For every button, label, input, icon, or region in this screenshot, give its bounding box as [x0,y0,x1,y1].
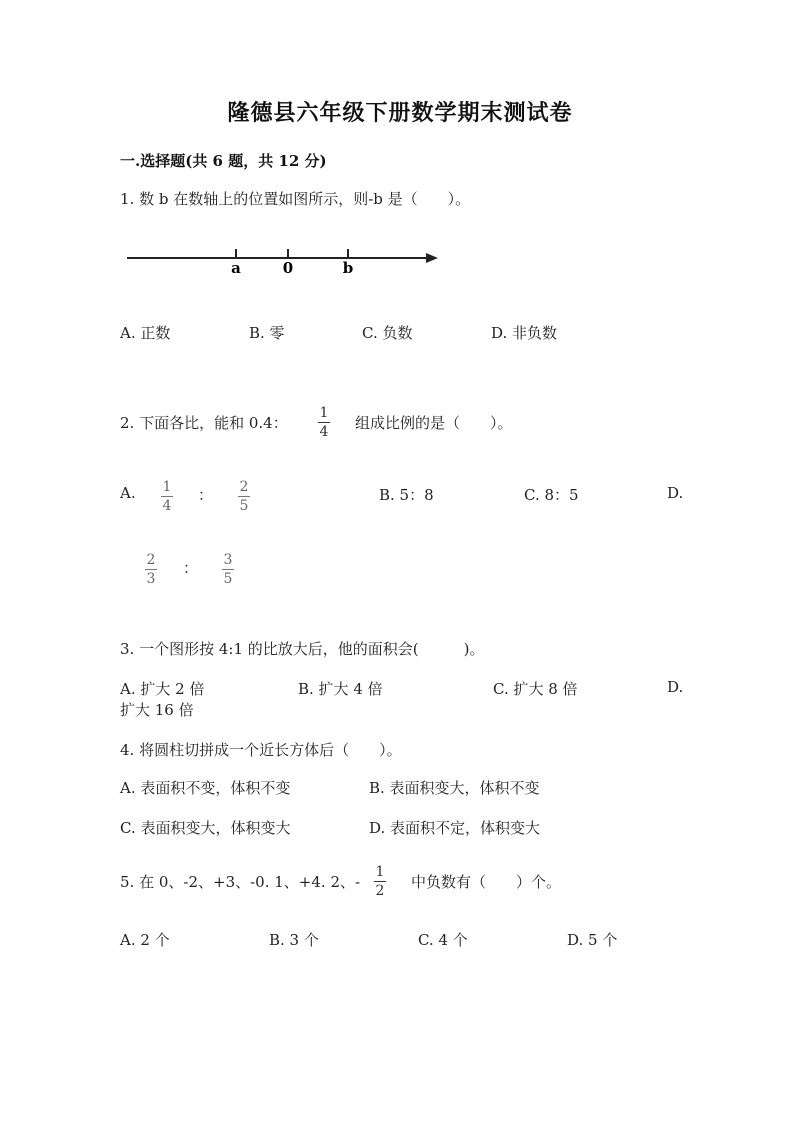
fraction-bar [222,569,234,570]
q2-option-a-fraction-1 [161,479,173,514]
fraction-numerator: 2 [239,479,249,495]
fraction-denominator: 5 [223,571,233,587]
tick-label-zero: 0 [282,259,294,277]
fraction-bar [318,422,330,423]
q4-option-d[interactable]: D. 表面积不定，体积变大 [369,819,541,837]
question-1-stem: 1. 数 b 在数轴上的位置如图所示，则-b 是（ ）。 [120,190,471,208]
q5-option-a[interactable]: A. 2 个 [120,931,170,949]
q2-option-d-fraction-1 [145,552,157,587]
q1-option-b[interactable]: B. 零 [249,324,285,342]
fraction-denominator: 5 [239,498,249,514]
q3-option-b[interactable]: B. 扩大 4 倍 [298,680,383,698]
q2-stem-fraction [318,405,330,440]
question-3-stem: 3. 一个图形按 4:1 的比放大后，他的面积会( )。 [120,640,485,658]
number-line-figure [0,240,800,280]
q5-stem-fraction [374,864,386,899]
q4-option-a[interactable]: A. 表面积不变，体积不变 [120,779,291,797]
question-5-stem-before: 5. 在 0、-2、+3、-0. 1、+4. 2、- [120,873,361,891]
q3-option-d-continued[interactable]: 扩大 16 倍 [120,701,194,719]
fraction-numerator: 3 [223,552,233,568]
q3-option-d[interactable]: D. [667,678,684,696]
fraction-numerator: 1 [375,864,385,880]
q4-option-c[interactable]: C. 表面积变大，体积变大 [120,819,291,837]
tick-label-b: b [342,259,354,277]
q2-option-b[interactable]: B. 5：8 [379,486,434,504]
q2-option-a-separator: ： [198,486,214,504]
fraction-bar [374,881,386,882]
question-2-stem-before: 2. 下面各比，能和 0.4： [120,414,288,432]
q5-option-d[interactable]: D. 5 个 [567,931,618,949]
fraction-denominator: 2 [375,883,385,899]
q3-option-a[interactable]: A. 扩大 2 倍 [120,680,205,698]
question-5-stem-after: 中负数有（ ）个。 [411,873,562,891]
q2-option-a-fraction-2 [238,479,250,514]
q2-option-c[interactable]: C. 8：5 [524,486,579,504]
question-2-stem-after: 组成比例的是（ ）。 [355,414,513,432]
fraction-bar [161,496,173,497]
q2-option-a-label[interactable]: A. [120,484,136,502]
number-line-arrow-icon [426,253,438,263]
fraction-bar [145,569,157,570]
q1-option-c[interactable]: C. 负数 [362,324,413,342]
fraction-denominator: 3 [146,571,156,587]
page-title: 隆德县六年级下册数学期末测试卷 [227,101,573,126]
fraction-denominator: 4 [162,498,172,514]
q1-option-d[interactable]: D. 非负数 [491,324,558,342]
section-heading: 一.选择题(共 6 题，共 12 分) [120,152,327,170]
q1-option-a[interactable]: A. 正数 [120,324,171,342]
question-4-stem: 4. 将圆柱切拼成一个近长方体后（ ）。 [120,741,402,759]
q5-option-c[interactable]: C. 4 个 [418,931,468,949]
fraction-numerator: 1 [162,479,172,495]
fraction-bar [238,496,250,497]
q4-option-b[interactable]: B. 表面积变大，体积不变 [369,779,540,797]
tick-label-a: a [231,259,241,277]
q2-option-d-separator: ： [183,559,199,577]
q2-option-d-fraction-2 [222,552,234,587]
q2-option-d-label[interactable]: D. [667,484,684,502]
fraction-denominator: 4 [319,424,329,440]
q3-option-c[interactable]: C. 扩大 8 倍 [493,680,578,698]
fraction-numerator: 1 [319,405,329,421]
fraction-numerator: 2 [146,552,156,568]
q5-option-b[interactable]: B. 3 个 [269,931,319,949]
